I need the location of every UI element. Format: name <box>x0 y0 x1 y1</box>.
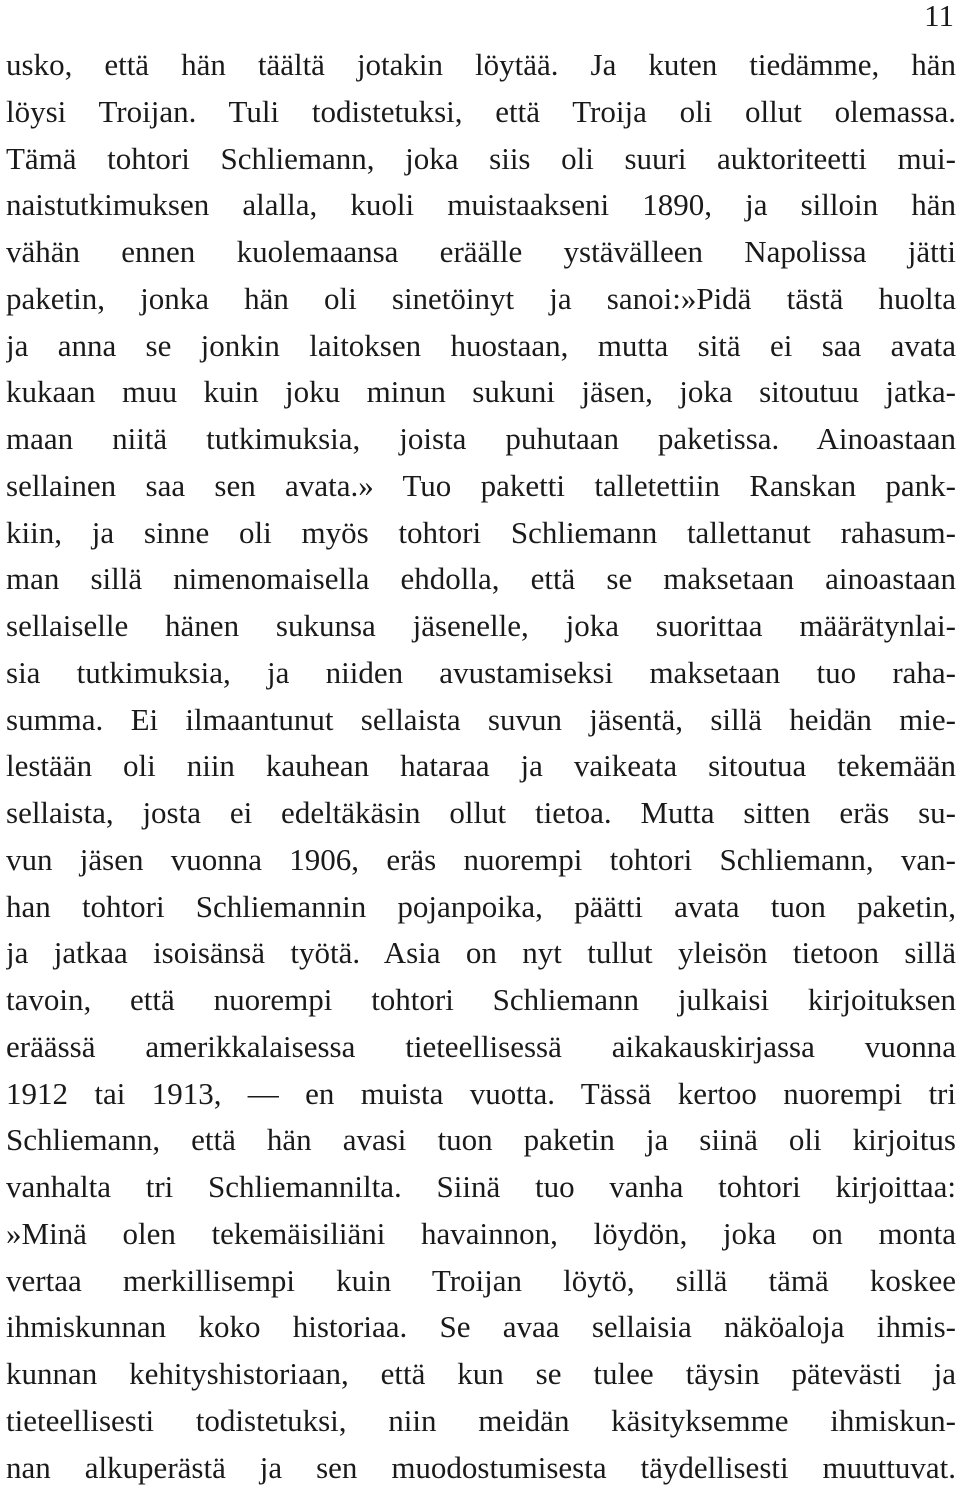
text-line: Tämä tohtori Schliemann, joka siis oli suuri auktoriteetti mui- <box>6 140 956 176</box>
text-line: lestään oli niin kauhean hataraa ja vaikeata sitoutua tekemään <box>6 748 956 784</box>
text-line: eräässä amerikkalaisessa tieteellisessä aikakauskirjassa vuonna <box>6 1028 956 1064</box>
text-line: man sillä nimenomaisella ehdolla, että se maksetaan ainoastaan <box>6 561 956 597</box>
text-line: naistutkimuksen alalla, kuoli muistaakseni 1890, ja silloin hän <box>6 187 956 223</box>
text-line: vähän ennen kuolemaansa eräälle ystävälleen Napolissa jätti <box>6 234 956 269</box>
text-line: ihmiskunnan koko historiaa. Se avaa sellaisia näköaloja ihmis- <box>6 1309 956 1345</box>
text-line: paketin, jonka hän oli sinetöinyt ja sanoi:»Pidä tästä huolta <box>6 280 956 316</box>
text-line: tieteellisesti todistetuksi, niin meidän käsityksemme ihmiskun- <box>6 1402 956 1438</box>
text-line: vanhalta tri Schliemannilta. Siinä tuo vanha tohtori kirjoittaa: <box>6 1169 956 1204</box>
text-line: löysi Troijan. Tuli todistetuksi, että Troija oli ollut olemassa. <box>6 93 956 129</box>
text-line: ja jatkaa isoisänsä työtä. Asia on nyt tullut yleisön tietoon sillä <box>6 935 956 971</box>
text-line: 1912 tai 1913, — en muista vuotta. Tässä kertoo nuorempi tri <box>6 1075 956 1111</box>
text-line: tavoin, että nuorempi tohtori Schliemann julkaisi kirjoituksen <box>6 982 956 1017</box>
text-line: kukaan muu kuin joku minun sukuni jäsen, joka sitoutuu jatka- <box>6 374 956 410</box>
text-line: maan niitä tutkimuksia, joista puhutaan paketissa. Ainoastaan <box>6 421 956 456</box>
text-line: Schliemann, että hän avasi tuon paketin ja siinä oli kirjoitus <box>6 1122 956 1158</box>
text-line: usko, että hän täältä jotakin löytää. Ja kuten tiedämme, hän <box>6 47 956 82</box>
text-line: nan alkuperästä ja sen muodostumisesta täydellisesti muuttuvat. <box>6 1449 956 1485</box>
text-line: kunnan kehityshistoriaan, että kun se tulee täysin pätevästi ja <box>6 1356 956 1391</box>
text-line: summa. Ei ilmaantunut sellaista suvun jäsentä, sillä heidän mie- <box>6 701 956 737</box>
text-line: sia tutkimuksia, ja niiden avustamiseksi maksetaan tuo raha- <box>6 654 956 690</box>
text-line: kiin, ja sinne oli myös tohtori Schliemann tallettanut rahasum- <box>6 514 956 550</box>
text-line: vun jäsen vuonna 1906, eräs nuorempi tohtori Schliemann, van- <box>6 841 956 877</box>
text-line: sellainen saa sen avata.» Tuo paketti talletettiin Ranskan pank- <box>6 467 956 503</box>
body-text <box>6 42 956 1491</box>
text-line: »Minä olen tekemäisiliäni havainnon, löydön, joka on monta <box>6 1215 956 1251</box>
text-line: vertaa merkillisempi kuin Troijan löytö, sillä tämä koskee <box>6 1262 956 1298</box>
text-line: sellaiselle hänen sukunsa jäsenelle, joka suorittaa määrätynlai- <box>6 608 956 643</box>
text-line: ja anna se jonkin laitoksen huostaan, mutta sitä ei saa avata <box>6 327 956 363</box>
text-line: sellaista, josta ei edeltäkäsin ollut tietoa. Mutta sitten eräs su- <box>6 795 956 830</box>
text-line: han tohtori Schliemannin pojanpoika, päätti avata tuon paketin, <box>6 888 956 924</box>
page-number: 11 <box>924 0 954 33</box>
